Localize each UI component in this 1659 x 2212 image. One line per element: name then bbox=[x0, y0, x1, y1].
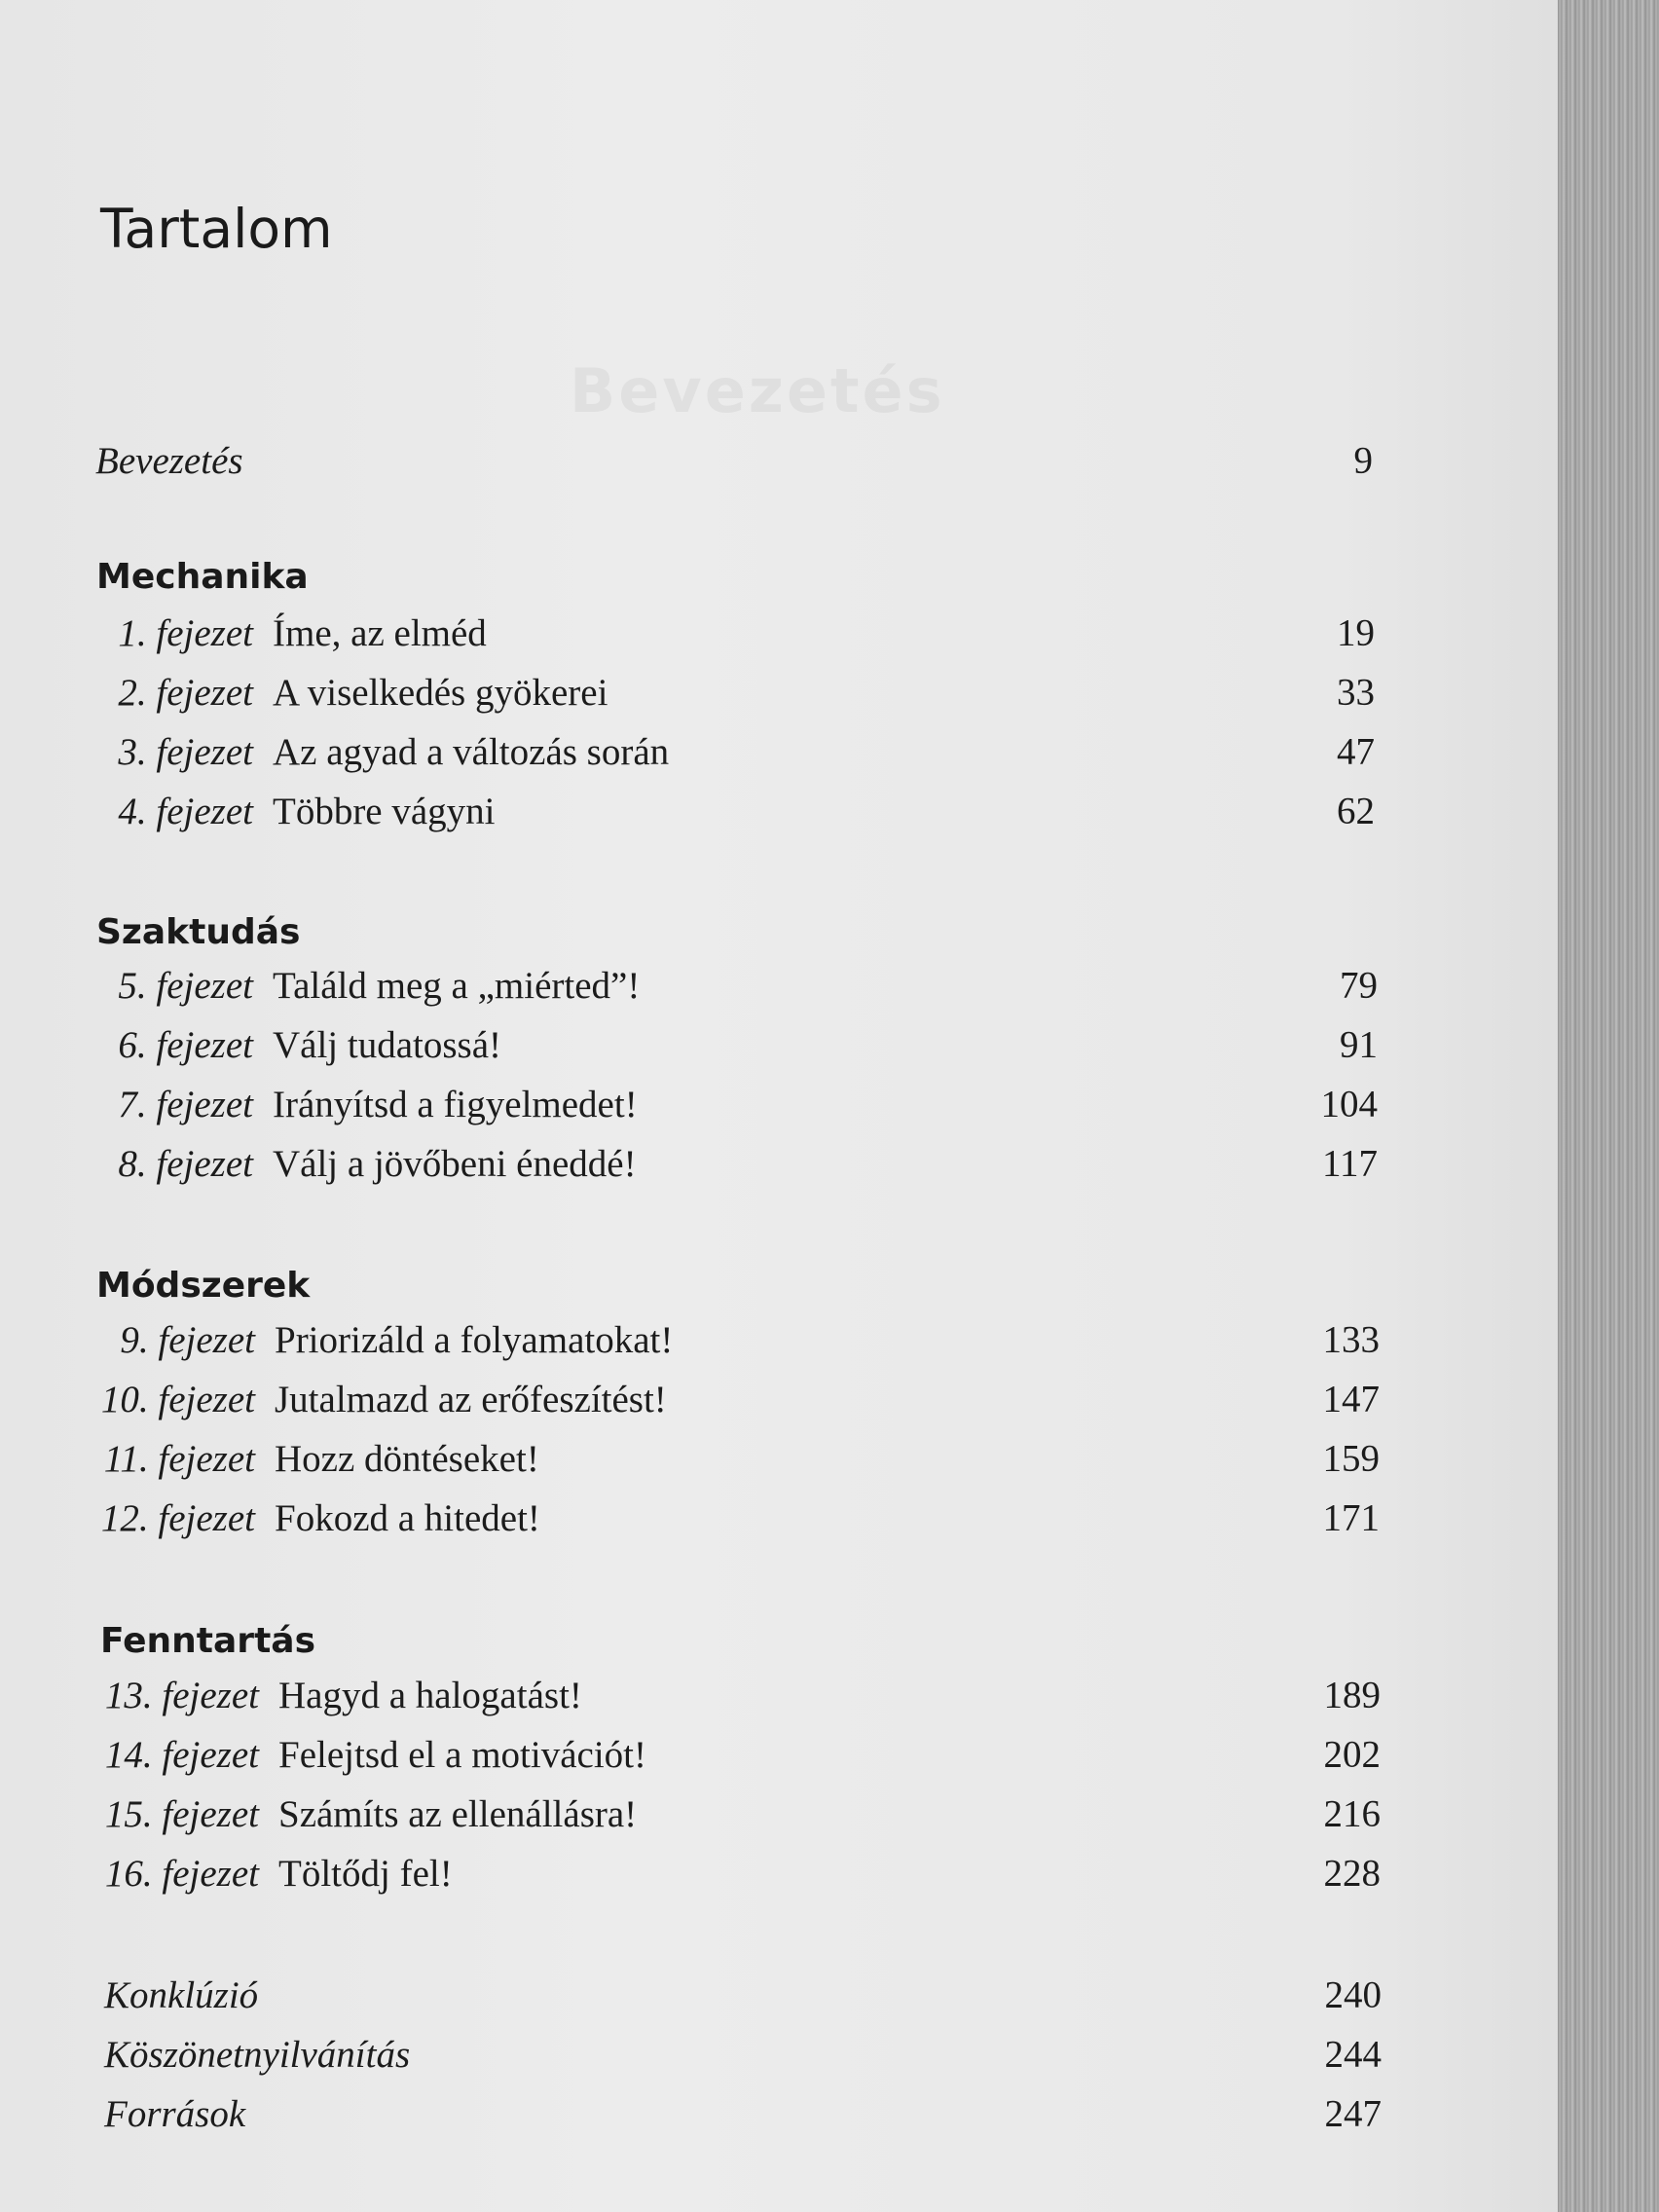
chapter-number: 16. fejezet bbox=[104, 1852, 259, 1895]
chapter-number: 11. fejezet bbox=[103, 1437, 255, 1480]
toc-entry-front bbox=[95, 436, 1373, 485]
chapter-title: Fokozd a hitedet! bbox=[275, 1496, 540, 1539]
toc-entry-back bbox=[104, 2089, 1382, 2138]
chapter-number: 10. fejezet bbox=[100, 1378, 255, 1420]
chapter-number: 2. fejezet bbox=[118, 671, 253, 714]
toc-chapter-row bbox=[68, 961, 1378, 1010]
toc-chapter-row bbox=[68, 1139, 1378, 1188]
chapter-title: Találd meg a „miérted”! bbox=[273, 964, 641, 1007]
chapter-title: Irányítsd a figyelmedet! bbox=[273, 1083, 638, 1125]
chapter-page: 189 bbox=[1323, 1674, 1381, 1716]
chapter-title: Töltődj fel! bbox=[278, 1852, 453, 1895]
entry-title: Konklúzió bbox=[104, 1973, 259, 2016]
chapter-page: 79 bbox=[1340, 964, 1378, 1007]
toc-entry-back bbox=[104, 2030, 1382, 2079]
chapter-number: 12. fejezet bbox=[100, 1496, 255, 1539]
toc-chapter-row bbox=[74, 1730, 1381, 1779]
toc-chapter-row bbox=[68, 727, 1375, 776]
chapter-number: 8. fejezet bbox=[118, 1142, 253, 1185]
chapter-title: Válj a jövőbeni éneddé! bbox=[273, 1142, 637, 1185]
toc-chapter-row bbox=[68, 1020, 1378, 1069]
chapter-number: 1. fejezet bbox=[118, 611, 253, 654]
chapter-page: 104 bbox=[1320, 1083, 1378, 1125]
chapter-title: Hagyd a halogatást! bbox=[278, 1674, 582, 1716]
section-heading-szaktudas: Szaktudás bbox=[96, 912, 301, 952]
entry-title: Források bbox=[104, 2092, 246, 2135]
chapter-number: 7. fejezet bbox=[118, 1083, 253, 1125]
chapter-number: 9. fejezet bbox=[120, 1318, 255, 1361]
chapter-title: Jutalmazd az erőfeszítést! bbox=[275, 1378, 667, 1420]
chapter-page: 216 bbox=[1323, 1792, 1381, 1835]
toc-chapter-row bbox=[68, 608, 1375, 657]
page-stack-edge bbox=[1558, 0, 1659, 2212]
chapter-page: 19 bbox=[1337, 611, 1375, 654]
chapter-page: 202 bbox=[1323, 1733, 1381, 1776]
chapter-number: 14. fejezet bbox=[104, 1733, 259, 1776]
entry-page: 247 bbox=[1324, 2092, 1382, 2135]
section-heading-fenntartas: Fenntartás bbox=[100, 1621, 315, 1661]
chapter-number: 5. fejezet bbox=[118, 964, 253, 1007]
chapter-title: Számíts az ellenállásra! bbox=[278, 1792, 638, 1835]
chapter-page: 62 bbox=[1337, 790, 1375, 832]
chapter-page: 147 bbox=[1322, 1378, 1380, 1420]
bleed-through-text: Bevezetés bbox=[570, 355, 945, 426]
chapter-page: 91 bbox=[1340, 1023, 1378, 1066]
chapter-page: 33 bbox=[1337, 671, 1375, 714]
chapter-page: 133 bbox=[1322, 1318, 1380, 1361]
chapter-title: A viselkedés gyökerei bbox=[273, 671, 608, 714]
toc-chapter-row bbox=[74, 1671, 1381, 1719]
chapter-page: 171 bbox=[1322, 1496, 1380, 1539]
entry-page: 240 bbox=[1324, 1973, 1382, 2016]
chapter-number: 15. fejezet bbox=[104, 1792, 259, 1835]
chapter-title: Íme, az elméd bbox=[273, 611, 487, 654]
chapter-page: 159 bbox=[1322, 1437, 1380, 1480]
toc-chapter-row bbox=[68, 668, 1375, 717]
toc-chapter-row bbox=[70, 1493, 1380, 1542]
chapter-title: Priorizáld a folyamatokat! bbox=[275, 1318, 674, 1361]
toc-entry-back bbox=[104, 1971, 1382, 2019]
toc-chapter-row bbox=[70, 1375, 1380, 1423]
chapter-page: 228 bbox=[1323, 1852, 1381, 1895]
toc-chapter-row bbox=[68, 1080, 1378, 1128]
toc-chapter-row bbox=[70, 1434, 1380, 1483]
entry-title: Bevezetés bbox=[95, 439, 243, 482]
chapter-title: Az agyad a változás során bbox=[273, 730, 670, 773]
chapter-page: 47 bbox=[1337, 730, 1375, 773]
chapter-title: Többre vágyni bbox=[273, 790, 496, 832]
chapter-number: 6. fejezet bbox=[118, 1023, 253, 1066]
chapter-page: 117 bbox=[1321, 1142, 1378, 1185]
entry-title: Köszönetnyilvánítás bbox=[104, 2033, 411, 2076]
entry-page: 9 bbox=[1353, 439, 1373, 482]
entry-page: 244 bbox=[1324, 2033, 1382, 2076]
section-heading-modszerek: Módszerek bbox=[96, 1266, 311, 1306]
chapter-title: Hozz döntéseket! bbox=[275, 1437, 539, 1480]
chapter-title: Válj tudatossá! bbox=[273, 1023, 502, 1066]
chapter-number: 3. fejezet bbox=[118, 730, 253, 773]
page-title: Tartalom bbox=[100, 198, 333, 260]
chapter-title: Felejtsd el a motivációt! bbox=[278, 1733, 646, 1776]
toc-chapter-row bbox=[74, 1789, 1381, 1838]
toc-chapter-row bbox=[68, 787, 1375, 835]
chapter-number: 4. fejezet bbox=[118, 790, 253, 832]
toc-chapter-row bbox=[70, 1315, 1380, 1364]
chapter-number: 13. fejezet bbox=[104, 1674, 259, 1716]
toc-chapter-row bbox=[74, 1849, 1381, 1898]
section-heading-mechanika: Mechanika bbox=[96, 557, 309, 597]
